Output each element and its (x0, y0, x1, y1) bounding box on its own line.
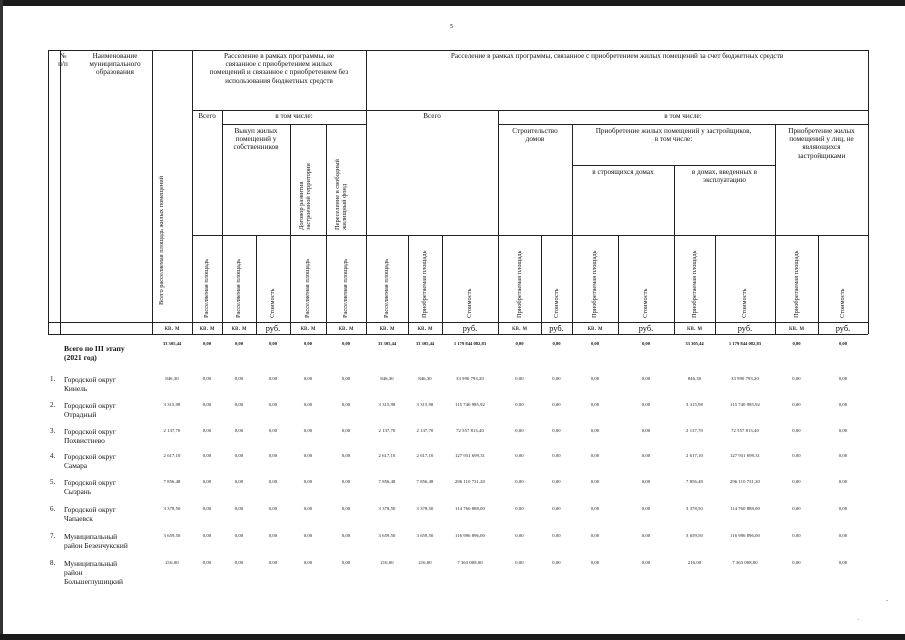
value-cell: 0,00 (590, 560, 600, 565)
row-name: Городской округ Самара (64, 452, 116, 470)
value-cell: 0,00 (268, 506, 278, 511)
header-group-a: Расселение в рамках программы, не связанное с приобретением жилых помещений и связанное с приобретением без использования бюджетных средств (209, 52, 349, 85)
unit-cell: руб. (835, 324, 851, 333)
value-cell: 2 137,70 (378, 428, 396, 433)
value-cell: 3 315,98 (686, 402, 703, 407)
unit-cell: кв. м (587, 324, 603, 332)
value-cell: 116 986 896,00 (730, 533, 760, 538)
grid-line (618, 235, 619, 334)
grid-line (48, 322, 868, 323)
value-cell: 0,00 (590, 479, 600, 484)
value-cell: 0,00 (234, 560, 244, 565)
value-cell: 0,00 (303, 402, 313, 407)
value-cell: 0,00 (641, 479, 651, 484)
unit-cell: кв. м (338, 324, 354, 332)
value-cell: 0,00 (590, 533, 600, 538)
value-cell: 3 659,50 (686, 533, 703, 538)
value-cell: 0,00 (552, 479, 561, 484)
scan-dot: . (858, 616, 860, 622)
value-cell: 0,00 (552, 376, 561, 381)
header-vsego-a: Всего (198, 112, 216, 120)
value-cell: 0,00 (202, 560, 212, 565)
header-vsego-b: Всего (423, 112, 441, 120)
value-cell: 0,00 (341, 479, 351, 484)
unit-cell: кв. м (788, 324, 805, 332)
value-cell: 3 378,50 (163, 506, 181, 511)
value-cell: 0,00 (838, 453, 848, 458)
value-cell: 0,00 (303, 506, 313, 511)
value-cell: 846,30 (165, 376, 179, 381)
value-cell: 0,00 (341, 376, 351, 381)
value-cell: 0,00 (341, 402, 351, 407)
value-cell: 0,00 (515, 560, 524, 565)
value-cell: 846,30 (380, 376, 394, 381)
value-cell: 0,00 (268, 560, 278, 565)
value-cell: 33 305,44 (377, 341, 397, 346)
value-cell: 0,00 (268, 428, 278, 433)
scan-bottom-border (0, 634, 905, 640)
header-name: Наименование муниципального образования (89, 52, 141, 77)
value-cell: 0,00 (838, 402, 848, 407)
unit-cell: руб. (462, 324, 478, 333)
value-cell: 7 856,48 (378, 479, 396, 484)
subcolumn-label: Расселяемая площадь (342, 258, 349, 318)
value-cell: 0,00 (341, 506, 351, 511)
grid-line (222, 124, 366, 125)
value-cell: 3 378,50 (378, 506, 396, 511)
unit-cell: кв. м (686, 324, 703, 332)
value-cell: 114 760 888,00 (730, 506, 760, 511)
value-cell: 0,00 (303, 533, 313, 538)
value-cell: 0,00 (641, 453, 651, 458)
value-cell: 0,00 (552, 341, 561, 346)
value-cell: 0,00 (202, 506, 212, 511)
header-v-vvedennykh: в домах, введенных в эксплуатацию (691, 168, 758, 185)
value-cell: 0,00 (303, 341, 313, 346)
value-cell: 3 378,50 (416, 506, 434, 511)
subcolumn-label: Стоимость (269, 288, 276, 318)
grid-line (192, 50, 193, 334)
value-cell: 2 617,10 (163, 453, 181, 458)
row-name: Муниципальный район Большеглушицкий (64, 559, 124, 586)
row-number: 8. (50, 559, 56, 567)
value-cell: 72 557 813,40 (456, 428, 484, 433)
value-cell: 0,00 (792, 341, 801, 346)
value-cell: 0,00 (341, 428, 351, 433)
value-cell: 1 179 844 082,83 (728, 341, 762, 346)
grid-line (868, 50, 869, 334)
value-cell: 114 760 888,00 (455, 506, 485, 511)
subcolumn-label: Стоимость (741, 288, 748, 318)
value-cell: 0,00 (202, 402, 212, 407)
grid-line (715, 235, 716, 334)
value-cell: 7 856,48 (163, 479, 181, 484)
total-row-label: Всего по III этапу (2021 год) (64, 344, 125, 362)
unit-cell: кв. м (164, 324, 180, 332)
value-cell: 0,00 (202, 453, 212, 458)
unit-cell: кв. м (417, 324, 433, 332)
value-cell: 0,00 (641, 428, 651, 433)
scan-left-border (0, 0, 3, 640)
value-cell: 846,30 (687, 376, 702, 381)
value-cell: 296 110 731,20 (730, 479, 760, 484)
subcolumn-label: Расселяемая площадь (235, 258, 242, 318)
grid-line (442, 235, 443, 334)
value-cell: 0,00 (552, 428, 561, 433)
value-cell: 0,00 (202, 376, 212, 381)
value-cell: 0,00 (838, 376, 848, 381)
grid-line (408, 235, 409, 334)
grid-line (498, 124, 868, 125)
value-cell: 0,00 (838, 428, 848, 433)
grid-line (256, 235, 257, 334)
value-cell: 0,00 (792, 560, 801, 565)
grid-line (366, 50, 367, 334)
grid-line (192, 110, 868, 111)
value-cell: 33 305,44 (162, 341, 182, 346)
scan-mark: - (886, 598, 888, 604)
row-name: Городской округ Отрадный (64, 401, 116, 419)
value-cell: 0,00 (515, 533, 524, 538)
grid-line (818, 235, 819, 334)
value-cell: 0,00 (303, 453, 313, 458)
grid-line (152, 50, 153, 334)
value-cell: 0,00 (515, 506, 524, 511)
subcolumn-label: Стоимость (839, 288, 846, 318)
scan-top-border (0, 0, 905, 6)
value-cell: 0,00 (341, 533, 351, 538)
value-cell: 0,00 (515, 428, 524, 433)
value-cell: 0,00 (303, 376, 313, 381)
value-cell: 0,00 (641, 560, 651, 565)
value-cell: 0,00 (268, 341, 278, 346)
value-cell: 0,00 (234, 533, 244, 538)
header-vykup: Выкуп жилых помещений у собственников (233, 127, 279, 152)
value-cell: 0,00 (641, 341, 651, 346)
value-cell: 7 856,48 (686, 479, 703, 484)
value-cell: 0,00 (552, 533, 561, 538)
value-cell: 7 363 008,00 (457, 560, 483, 565)
header-dogovor-vertical: Договор развития застроенной территории (298, 163, 312, 230)
value-cell: 0,00 (234, 479, 244, 484)
row-number: 5. (50, 478, 56, 486)
unit-cell: кв. м (300, 324, 316, 332)
value-cell: 0,00 (234, 453, 244, 458)
header-v-stroyashchikhsya: в строящихся домах (592, 168, 654, 176)
value-cell: 2 617,10 (378, 453, 396, 458)
value-cell: 3 315,98 (163, 402, 181, 407)
header-v-tom-chisle-a: в том числе: (275, 112, 313, 120)
value-cell: 0,00 (268, 402, 278, 407)
value-cell: 0,00 (303, 428, 313, 433)
value-cell: 0,00 (838, 560, 848, 565)
value-cell: 0,00 (641, 506, 651, 511)
header-v-tom-chisle-b: в том числе: (664, 112, 702, 120)
value-cell: 0,00 (792, 376, 801, 381)
value-cell: 3 378,50 (686, 506, 703, 511)
value-cell: 0,00 (234, 428, 244, 433)
value-cell: 0,00 (641, 402, 651, 407)
unit-cell: кв. м (199, 324, 215, 332)
header-priobr-lits: Приобретение жилых помещений у лиц, не являющихся застройщиками (788, 127, 855, 160)
unit-cell: руб. (638, 324, 654, 333)
row-name: Городской округ Сызрань (64, 478, 116, 496)
value-cell: 0,00 (202, 341, 212, 346)
value-cell: 216,00 (380, 560, 394, 565)
value-cell: 33 990 793,20 (456, 376, 484, 381)
value-cell: 0,00 (792, 533, 801, 538)
unit-cell: кв. м (511, 324, 528, 332)
value-cell: 33 305,44 (415, 341, 435, 346)
subcolumn-label: Приобретаемая площадь (792, 250, 800, 318)
grid-line (326, 124, 327, 334)
value-cell: 296 110 731,20 (455, 479, 485, 484)
value-cell: 0,00 (234, 341, 244, 346)
value-cell: 33 305,44 (685, 341, 704, 346)
value-cell: 0,00 (792, 506, 801, 511)
grid-line (48, 50, 49, 334)
subcolumn-label: Стоимость (466, 288, 473, 318)
value-cell: 1 179 844 082,83 (453, 341, 487, 346)
value-cell: 0,00 (202, 479, 212, 484)
value-cell: 0,00 (515, 453, 524, 458)
subcolumn-label: Расселяемая площадь (383, 258, 390, 318)
value-cell: 2 137,70 (416, 428, 434, 433)
value-cell: 0,00 (590, 376, 600, 381)
subcolumn-label: Стоимость (552, 288, 560, 318)
value-cell: 0,00 (838, 479, 848, 484)
value-cell: 127 931 699,31 (729, 453, 761, 458)
value-cell: 116 986 896,00 (455, 533, 485, 538)
unit-cell: руб. (549, 324, 564, 333)
value-cell: 0,00 (515, 402, 524, 407)
value-cell: 0,00 (838, 506, 848, 511)
unit-cell: кв. м (231, 324, 247, 332)
grid-line (674, 165, 675, 334)
value-cell: 0,00 (202, 533, 212, 538)
grid-line (541, 235, 542, 334)
subcolumn-label: Приобретаемая площадь (421, 250, 428, 318)
value-cell: 0,00 (590, 453, 600, 458)
subcolumn-label: Приобретаемая площадь (515, 250, 523, 318)
value-cell: 0,00 (515, 479, 524, 484)
value-cell: 0,00 (641, 533, 651, 538)
header-priobr-zastr: Приобретение жилых помещений у застройщиков, в том числе: (595, 127, 752, 144)
value-cell: 3 315,98 (416, 402, 434, 407)
value-cell: 0,00 (202, 428, 212, 433)
grid-line (60, 50, 61, 334)
row-number: 6. (50, 505, 56, 513)
subcolumn-label: Приобретаемая площадь (591, 250, 598, 318)
value-cell: 0,00 (341, 453, 351, 458)
value-cell: 0,00 (303, 479, 313, 484)
value-cell: 0,00 (268, 453, 278, 458)
value-cell: 0,00 (590, 402, 600, 407)
value-cell: 0,00 (341, 341, 351, 346)
value-cell: 0,00 (590, 506, 600, 511)
subcolumn-label: Приобретаемая площадь (690, 250, 698, 318)
value-cell: 0,00 (303, 560, 313, 565)
header-num: № п/п (58, 52, 68, 69)
value-cell: 2 137,70 (686, 428, 703, 433)
value-cell: 127 931 699,31 (454, 453, 486, 458)
value-cell: 846,30 (418, 376, 432, 381)
grid-line (192, 235, 868, 236)
header-group-b: Расселение в рамках программы, связанное с приобретением жилых помещений за счет бюджетных средств (450, 52, 784, 60)
value-cell: 33 990 793,20 (731, 376, 759, 381)
value-cell: 0,00 (552, 402, 561, 407)
row-number: 2. (50, 401, 56, 409)
header-stroitelstvo: Строительство домов (512, 127, 558, 144)
value-cell: 0,00 (792, 428, 801, 433)
value-cell: 0,00 (268, 479, 278, 484)
value-cell: 3 659,50 (378, 533, 396, 538)
value-cell: 0,00 (792, 479, 801, 484)
grid-line (48, 334, 868, 335)
value-cell: 0,00 (838, 341, 848, 346)
row-name: Городской округ Чапаевск (64, 505, 116, 523)
grid-line (572, 124, 573, 334)
value-cell: 7 856,48 (416, 479, 434, 484)
grid-line (48, 50, 868, 51)
value-cell: 115 740 985,92 (455, 402, 485, 407)
page-number: 5 (450, 24, 453, 30)
value-cell: 7 363 008,00 (732, 560, 758, 565)
subcolumn-label: Расселяемая площадь (203, 258, 210, 318)
unit-cell: руб. (265, 324, 281, 333)
value-cell: 0,00 (590, 341, 600, 346)
value-cell: 216,00 (418, 560, 432, 565)
value-cell: 115 740 985,92 (730, 402, 760, 407)
value-cell: 0,00 (234, 506, 244, 511)
grid-line (498, 110, 499, 334)
value-cell: 0,00 (838, 533, 848, 538)
row-number: 7. (50, 532, 56, 540)
row-number: 3. (50, 427, 56, 435)
value-cell: 2 137,70 (163, 428, 181, 433)
value-cell: 0,00 (234, 402, 244, 407)
row-name: Муниципальный район Безенчукский (64, 532, 128, 550)
value-cell: 0,00 (515, 341, 524, 346)
value-cell: 0,00 (234, 376, 244, 381)
value-cell: 72 557 813,40 (731, 428, 759, 433)
value-cell: 0,00 (792, 402, 801, 407)
value-cell: 0,00 (341, 560, 351, 565)
value-cell: 0,00 (515, 376, 524, 381)
value-cell: 0,00 (552, 506, 561, 511)
value-cell: 0,00 (268, 533, 278, 538)
row-name: Городской округ Похвистнево (64, 427, 116, 445)
header-total-area-vertical: Всего расселяемая площадь жилых помещений (158, 175, 165, 305)
value-cell: 0,00 (268, 376, 278, 381)
value-cell: 0,00 (590, 428, 600, 433)
value-cell: 0,00 (641, 376, 651, 381)
subcolumn-label: Расселяемая площадь (304, 258, 311, 318)
value-cell: 216,00 (687, 560, 702, 565)
value-cell: 0,00 (552, 453, 561, 458)
unit-cell: руб. (737, 324, 753, 333)
row-number: 4. (50, 452, 56, 460)
value-cell: 216,00 (165, 560, 179, 565)
value-cell: 3 659,50 (163, 533, 181, 538)
value-cell: 3 659,50 (416, 533, 434, 538)
value-cell: 3 315,98 (378, 402, 396, 407)
unit-cell: кв. м (379, 324, 395, 332)
row-name: Городской округ Кинель (64, 375, 116, 393)
grid-line (290, 124, 291, 334)
row-number: 1. (50, 375, 56, 383)
value-cell: 0,00 (552, 560, 561, 565)
value-cell: 2 617,10 (416, 453, 434, 458)
header-pereselenie-vertical: Переселение в свободный жилищный фонд (334, 159, 348, 230)
subcolumn-label: Стоимость (642, 288, 649, 318)
value-cell: 2 617,10 (686, 453, 703, 458)
value-cell: 0,00 (792, 453, 801, 458)
